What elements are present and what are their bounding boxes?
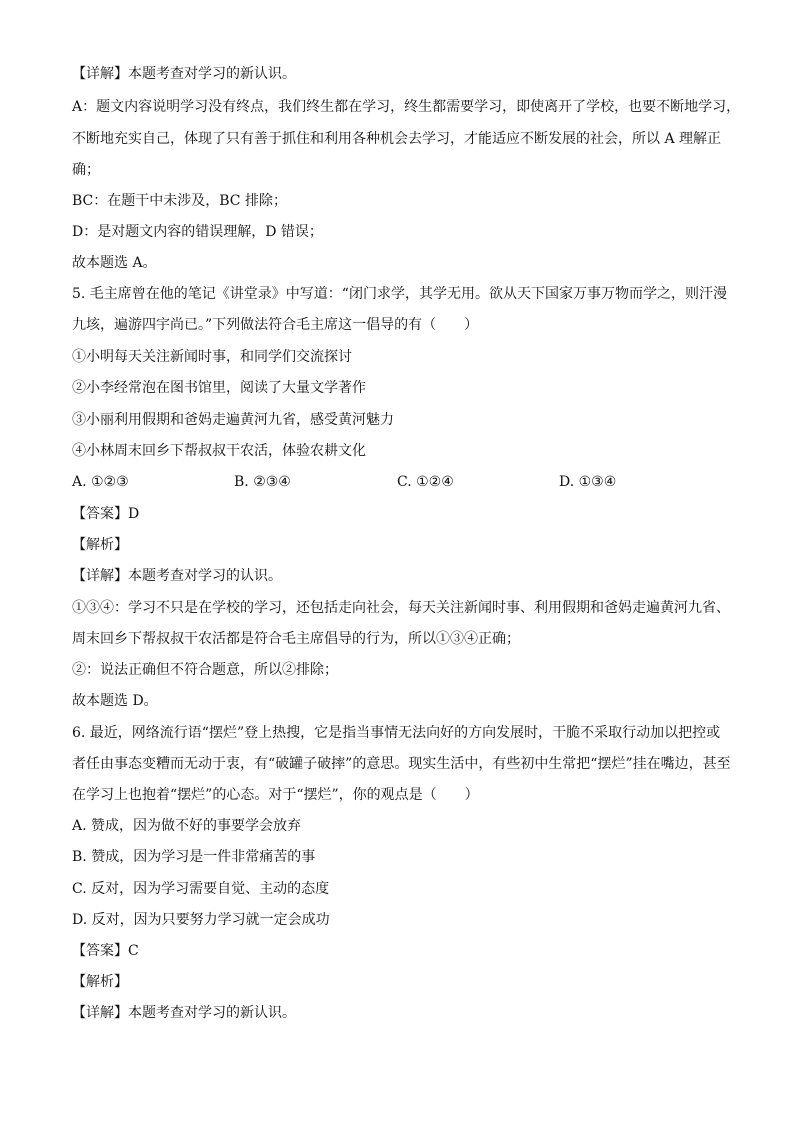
q4-explanation-a-line3: 确； bbox=[72, 162, 100, 178]
q4-explanation-a-line1: A：题文内容说明学习没有终点，我们终生都在学习，终生都需要学习，即使离开了学校，也要不断地学习， bbox=[72, 99, 741, 115]
q5-item-4: ④小林周末回乡下帮叔叔干农活，体验农耕文化 bbox=[72, 443, 366, 459]
q5-option-c: C. ①②④ bbox=[397, 474, 454, 490]
q6-analysis-heading: 【解析】 bbox=[72, 974, 128, 990]
q4-explanation-bc: BC：在题干中未涉及，BC 排除； bbox=[72, 193, 287, 209]
q6-option-b: B. 赞成，因为学习是一件非常痛苦的事 bbox=[72, 849, 316, 865]
q6-stem-line2: 者任由事态变糟而无动于衷，有“破罐子破摔”的意思。现实生活中，有些初中生常把“摆烂”挂在嘴边，甚至 bbox=[72, 756, 731, 772]
q5-analysis-heading: 【解析】 bbox=[72, 537, 128, 553]
q5-detail-heading: 【详解】本题考查对学习的认识。 bbox=[72, 568, 282, 584]
q5-conclusion: 故本题选 D。 bbox=[72, 693, 158, 709]
q5-detail-line2: 周末回乡下帮叔叔干农活都是符合毛主席倡导的行为，所以①③④正确； bbox=[72, 631, 520, 647]
q6-answer: 【答案】C bbox=[72, 943, 139, 959]
q4-conclusion: 故本题选 A。 bbox=[72, 255, 157, 271]
q4-detail-heading: 【详解】本题考查对学习的新认识。 bbox=[72, 66, 296, 82]
q4-explanation-d: D：是对题文内容的错误理解，D 错误； bbox=[72, 224, 323, 240]
q5-option-d: D. ①③④ bbox=[559, 474, 617, 490]
q5-answer: 【答案】D bbox=[72, 506, 140, 522]
q5-detail-line1: ①③④：学习不只是在学校的学习，还包括走向社会，每天关注新闻时事、利用假期和爸妈走遍黄河九省、 bbox=[72, 600, 730, 616]
q6-stem-line1: 6. 最近，网络流行语“摆烂”登上热搜，它是指当事情无法向好的方向发展时，干脆不采取行动加以把控或 bbox=[72, 725, 721, 741]
q6-detail-heading: 【详解】本题考查对学习的新认识。 bbox=[72, 1005, 296, 1021]
q5-item-1: ①小明每天关注新闻时事，和同学们交流探讨 bbox=[72, 349, 352, 365]
q6-option-d: D. 反对，因为只要努力学习就一定会成功 bbox=[72, 912, 330, 928]
q6-option-c: C. 反对，因为学习需要自觉、主动的态度 bbox=[72, 881, 330, 897]
q6-option-a: A. 赞成，因为做不好的事要学会放弃 bbox=[72, 818, 302, 834]
q5-detail-line3: ②：说法正确但不符合题意，所以②排除； bbox=[72, 662, 338, 678]
q6-stem-line3: 在学习上也抱着“摆烂”的心态。对于“摆烂”，你的观点是（ ） bbox=[72, 787, 479, 803]
q5-stem-line1: 5. 毛主席曾在他的笔记《讲堂录》中写道：“闭门求学，其学无用。欲从天下国家万事万物而学之，则汗漫 bbox=[72, 286, 727, 302]
q5-option-a: A. ①②③ bbox=[72, 474, 129, 490]
q5-item-2: ②小李经常泡在图书馆里，阅读了大量文学著作 bbox=[72, 380, 366, 396]
q5-option-b: B. ②③④ bbox=[234, 474, 291, 490]
q5-stem-line2: 九垓，遍游四宇尚已。”下列做法符合毛主席这一倡导的有（ ） bbox=[72, 317, 479, 333]
q4-explanation-a-line2: 不断地充实自己，体现了只有善于抓住和利用各种机会去学习，才能适应不断发展的社会，所以 A 理解正 bbox=[72, 131, 722, 147]
q5-item-3: ③小丽利用假期和爸妈走遍黄河九省，感受黄河魅力 bbox=[72, 412, 394, 428]
